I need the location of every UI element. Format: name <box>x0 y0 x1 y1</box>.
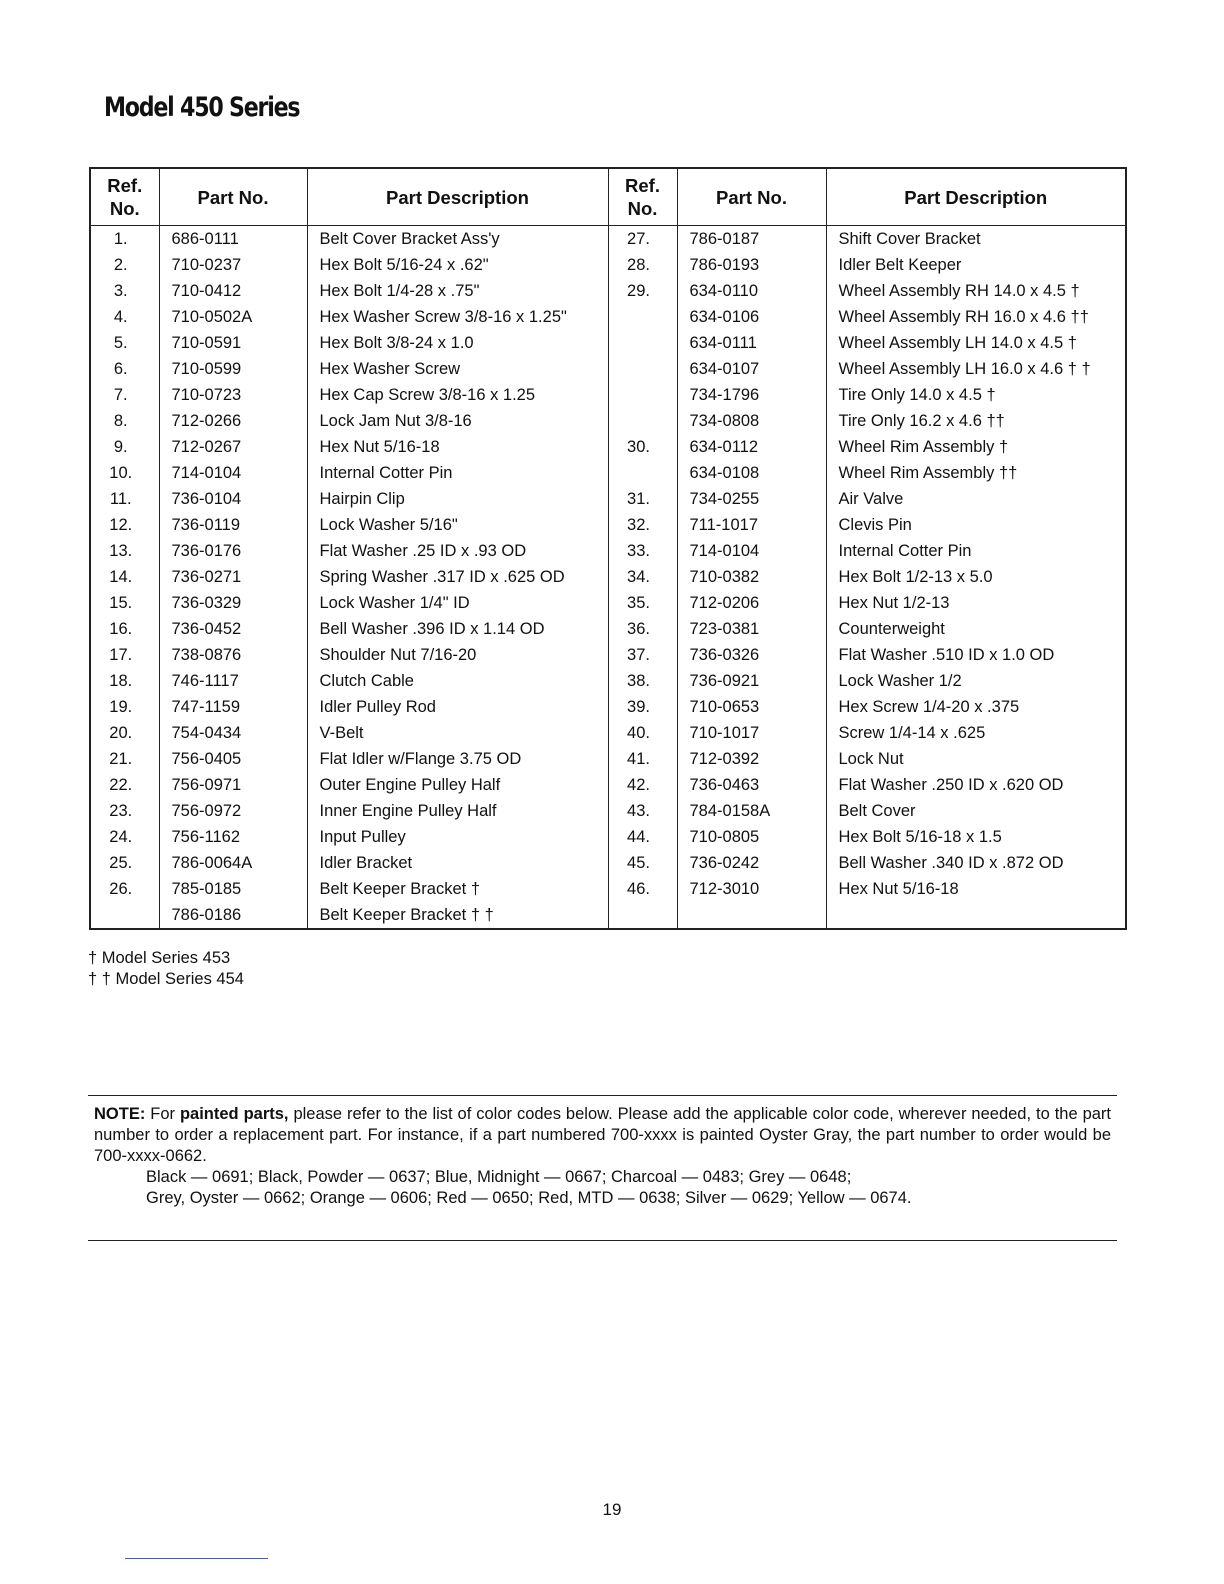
part-no-cell: 736-0329 <box>159 590 307 616</box>
part-description-cell: Hex Bolt 3/8-24 x 1.0 <box>307 330 608 356</box>
table-row <box>90 408 1126 434</box>
ref-no-cell: 27. <box>608 226 677 253</box>
part-no-cell: 736-0271 <box>159 564 307 590</box>
part-no-cell: 734-0255 <box>677 486 826 512</box>
part-no-cell: 711-1017 <box>677 512 826 538</box>
part-description-cell <box>826 902 1126 929</box>
part-no-cell: 710-0723 <box>159 382 307 408</box>
part-no-cell: 686-0111 <box>159 226 307 253</box>
part-no-cell: 756-0972 <box>159 798 307 824</box>
part-description-cell: Spring Washer .317 ID x .625 OD <box>307 564 608 590</box>
parts-table-header <box>90 168 1126 226</box>
part-description-cell: Wheel Assembly LH 14.0 x 4.5 † <box>826 330 1126 356</box>
ref-no-cell: 37. <box>608 642 677 668</box>
part-no-cell: 736-0463 <box>677 772 826 798</box>
part-description-cell: Lock Washer 1/2 <box>826 668 1126 694</box>
footnote-legend <box>88 948 244 990</box>
part-no-cell: 712-0266 <box>159 408 307 434</box>
part-description-cell: Wheel Assembly RH 14.0 x 4.5 † <box>826 278 1126 304</box>
table-row <box>90 824 1126 850</box>
part-no-cell: 710-1017 <box>677 720 826 746</box>
part-no-cell: 710-0412 <box>159 278 307 304</box>
table-row <box>90 382 1126 408</box>
ref-no-cell: 32. <box>608 512 677 538</box>
part-no-cell: 785-0185 <box>159 876 307 902</box>
ref-no-cell: 9. <box>90 434 159 460</box>
footer-rule <box>125 1558 268 1559</box>
ref-no-cell: 18. <box>90 668 159 694</box>
table-row <box>90 616 1126 642</box>
ref-no-cell: 20. <box>90 720 159 746</box>
part-no-cell: 710-0237 <box>159 252 307 278</box>
table-row <box>90 694 1126 720</box>
ref-no-cell: 15. <box>90 590 159 616</box>
part-description-cell: Belt Keeper Bracket † <box>307 876 608 902</box>
part-no-cell: 710-0502A <box>159 304 307 330</box>
part-description-cell: Hex Bolt 1/2-13 x 5.0 <box>826 564 1126 590</box>
table-row <box>90 746 1126 772</box>
part-no-cell: 736-0242 <box>677 850 826 876</box>
header-part-description-left: Part Description <box>307 168 608 226</box>
part-no-cell: 736-0104 <box>159 486 307 512</box>
part-description-cell: Flat Idler w/Flange 3.75 OD <box>307 746 608 772</box>
note-bold-phrase: painted parts, <box>179 1105 289 1123</box>
note-text-after: please refer to the list of color codes below. Please add the applicable color code, wherever needed, to the part number to order a replacement part. For instance, if a part numbered 700-xxxx is painted Oyster Gray, the part number to order would be 700-xxxx-0662. <box>94 1105 1112 1165</box>
table-row <box>90 460 1126 486</box>
ref-no-cell: 22. <box>90 772 159 798</box>
ref-no-cell: 17. <box>90 642 159 668</box>
part-no-cell: 714-0104 <box>677 538 826 564</box>
part-no-cell: 736-0176 <box>159 538 307 564</box>
part-description-cell: Idler Belt Keeper <box>826 252 1126 278</box>
table-row <box>90 226 1126 253</box>
part-description-cell: Hairpin Clip <box>307 486 608 512</box>
part-no-cell: 786-0187 <box>677 226 826 253</box>
part-description-cell: Internal Cotter Pin <box>307 460 608 486</box>
ref-no-cell: 6. <box>90 356 159 382</box>
ref-no-cell <box>90 902 159 929</box>
ref-no-cell: 23. <box>90 798 159 824</box>
ref-no-cell: 45. <box>608 850 677 876</box>
part-description-cell: Flat Washer .25 ID x .93 OD <box>307 538 608 564</box>
ref-no-cell: 21. <box>90 746 159 772</box>
table-row <box>90 720 1126 746</box>
part-description-cell: Hex Nut 5/16-18 <box>307 434 608 460</box>
part-no-cell: 634-0110 <box>677 278 826 304</box>
ref-no-cell <box>608 356 677 382</box>
table-row <box>90 512 1126 538</box>
ref-no-cell <box>608 408 677 434</box>
table-row <box>90 772 1126 798</box>
note-box <box>88 1095 1117 1241</box>
part-description-cell: Hex Bolt 1/4-28 x .75" <box>307 278 608 304</box>
part-description-cell: Shift Cover Bracket <box>826 226 1126 253</box>
part-description-cell: Tire Only 16.2 x 4.6 †† <box>826 408 1126 434</box>
color-codes-line-2: Grey, Oyster — 0662; Orange — 0606; Red — 0650; Red, MTD — 0638; Silver — 0629; Yellow — 0674. <box>146 1189 912 1207</box>
part-no-cell: 738-0876 <box>159 642 307 668</box>
table-row <box>90 876 1126 902</box>
part-no-cell: 712-3010 <box>677 876 826 902</box>
table-row <box>90 252 1126 278</box>
part-description-cell: Counterweight <box>826 616 1126 642</box>
part-description-cell: Wheel Assembly RH 16.0 x 4.6 †† <box>826 304 1126 330</box>
parts-table <box>89 167 1127 930</box>
part-no-cell: 756-0405 <box>159 746 307 772</box>
part-no-cell: 736-0119 <box>159 512 307 538</box>
part-no-cell: 736-0921 <box>677 668 826 694</box>
part-description-cell: Bell Washer .396 ID x 1.14 OD <box>307 616 608 642</box>
part-description-cell: Belt Cover <box>826 798 1126 824</box>
part-no-cell: 712-0392 <box>677 746 826 772</box>
part-description-cell: Lock Jam Nut 3/8-16 <box>307 408 608 434</box>
ref-no-cell <box>608 382 677 408</box>
part-description-cell: Clevis Pin <box>826 512 1126 538</box>
part-no-cell: 736-0452 <box>159 616 307 642</box>
ref-no-cell: 10. <box>90 460 159 486</box>
header-part-description-right: Part Description <box>826 168 1126 226</box>
table-row <box>90 356 1126 382</box>
ref-no-cell: 30. <box>608 434 677 460</box>
part-no-cell: 786-0064A <box>159 850 307 876</box>
part-description-cell: Flat Washer .250 ID x .620 OD <box>826 772 1126 798</box>
table-row <box>90 902 1126 929</box>
part-description-cell: Lock Washer 1/4" ID <box>307 590 608 616</box>
part-no-cell: 786-0186 <box>159 902 307 929</box>
part-description-cell: Screw 1/4-14 x .625 <box>826 720 1126 746</box>
ref-no-cell: 12. <box>90 512 159 538</box>
part-no-cell: 634-0106 <box>677 304 826 330</box>
ref-no-cell: 44. <box>608 824 677 850</box>
part-no-cell: 736-0326 <box>677 642 826 668</box>
part-description-cell: Bell Washer .340 ID x .872 OD <box>826 850 1126 876</box>
part-description-cell: Lock Nut <box>826 746 1126 772</box>
ref-no-cell: 14. <box>90 564 159 590</box>
note-label: NOTE: <box>94 1105 146 1123</box>
header-ref-no-right: Ref. No. <box>608 168 677 226</box>
part-no-cell: 712-0267 <box>159 434 307 460</box>
ref-no-cell: 3. <box>90 278 159 304</box>
ref-no-cell: 8. <box>90 408 159 434</box>
part-no-cell: 712-0206 <box>677 590 826 616</box>
part-description-cell: Hex Washer Screw <box>307 356 608 382</box>
part-description-cell: Hex Screw 1/4-20 x .375 <box>826 694 1126 720</box>
ref-no-cell: 16. <box>90 616 159 642</box>
header-row <box>90 168 1126 226</box>
part-description-cell: Wheel Rim Assembly †† <box>826 460 1126 486</box>
part-description-cell: Internal Cotter Pin <box>826 538 1126 564</box>
legend-item-454: † † Model Series 454 <box>88 970 244 988</box>
table-row <box>90 668 1126 694</box>
part-no-cell: 710-0653 <box>677 694 826 720</box>
part-description-cell: Hex Cap Screw 3/8-16 x 1.25 <box>307 382 608 408</box>
note-text-before: For <box>145 1105 180 1123</box>
ref-no-cell <box>608 304 677 330</box>
part-no-cell: 756-1162 <box>159 824 307 850</box>
part-description-cell: Wheel Assembly LH 16.0 x 4.6 † † <box>826 356 1126 382</box>
ref-no-cell: 33. <box>608 538 677 564</box>
ref-no-cell <box>608 460 677 486</box>
ref-no-cell: 40. <box>608 720 677 746</box>
part-no-cell: 734-1796 <box>677 382 826 408</box>
ref-no-cell: 31. <box>608 486 677 512</box>
parts-table-body <box>90 226 1126 930</box>
part-description-cell: Hex Nut 5/16-18 <box>826 876 1126 902</box>
ref-no-cell: 1. <box>90 226 159 253</box>
ref-no-cell: 38. <box>608 668 677 694</box>
ref-no-cell: 11. <box>90 486 159 512</box>
part-no-cell: 634-0111 <box>677 330 826 356</box>
part-no-cell: 634-0112 <box>677 434 826 460</box>
table-row <box>90 486 1126 512</box>
part-description-cell: Lock Washer 5/16" <box>307 512 608 538</box>
ref-no-cell: 36. <box>608 616 677 642</box>
table-row <box>90 798 1126 824</box>
ref-no-cell: 34. <box>608 564 677 590</box>
part-description-cell: Belt Keeper Bracket † † <box>307 902 608 929</box>
header-part-no-left: Part No. <box>159 168 307 226</box>
part-no-cell: 710-0599 <box>159 356 307 382</box>
part-description-cell: Input Pulley <box>307 824 608 850</box>
part-no-cell: 634-0107 <box>677 356 826 382</box>
ref-no-cell: 13. <box>90 538 159 564</box>
part-no-cell: 756-0971 <box>159 772 307 798</box>
ref-no-cell: 29. <box>608 278 677 304</box>
table-row <box>90 538 1126 564</box>
part-no-cell <box>677 902 826 929</box>
ref-no-cell: 7. <box>90 382 159 408</box>
part-no-cell: 710-0382 <box>677 564 826 590</box>
part-description-cell: Idler Pulley Rod <box>307 694 608 720</box>
ref-no-cell <box>608 330 677 356</box>
table-row <box>90 330 1126 356</box>
ref-no-cell <box>608 902 677 929</box>
part-description-cell: Hex Washer Screw 3/8-16 x 1.25" <box>307 304 608 330</box>
part-description-cell: Hex Nut 1/2-13 <box>826 590 1126 616</box>
part-no-cell: 634-0108 <box>677 460 826 486</box>
color-codes-line-1: Black — 0691; Black, Powder — 0637; Blue, Midnight — 0667; Charcoal — 0483; Grey — 0648; <box>146 1168 852 1186</box>
page-number: 19 <box>602 1500 622 1519</box>
part-no-cell: 754-0434 <box>159 720 307 746</box>
part-description-cell: Outer Engine Pulley Half <box>307 772 608 798</box>
ref-no-cell: 5. <box>90 330 159 356</box>
table-row <box>90 850 1126 876</box>
part-description-cell: Hex Bolt 5/16-18 x 1.5 <box>826 824 1126 850</box>
part-no-cell: 747-1159 <box>159 694 307 720</box>
table-row <box>90 304 1126 330</box>
ref-no-cell: 24. <box>90 824 159 850</box>
part-description-cell: Air Valve <box>826 486 1126 512</box>
part-description-cell: Tire Only 14.0 x 4.5 † <box>826 382 1126 408</box>
part-no-cell: 710-0591 <box>159 330 307 356</box>
part-no-cell: 723-0381 <box>677 616 826 642</box>
part-no-cell: 714-0104 <box>159 460 307 486</box>
header-ref-no-left: Ref. No. <box>90 168 159 226</box>
part-description-cell: Flat Washer .510 ID x 1.0 OD <box>826 642 1126 668</box>
ref-no-cell: 26. <box>90 876 159 902</box>
table-row <box>90 642 1126 668</box>
part-description-cell: Wheel Rim Assembly † <box>826 434 1126 460</box>
part-description-cell: V-Belt <box>307 720 608 746</box>
ref-no-cell: 42. <box>608 772 677 798</box>
ref-no-cell: 28. <box>608 252 677 278</box>
ref-no-cell: 43. <box>608 798 677 824</box>
part-no-cell: 710-0805 <box>677 824 826 850</box>
part-description-cell: Belt Cover Bracket Ass'y <box>307 226 608 253</box>
ref-no-cell: 46. <box>608 876 677 902</box>
ref-no-cell: 4. <box>90 304 159 330</box>
part-description-cell: Clutch Cable <box>307 668 608 694</box>
ref-no-cell: 35. <box>608 590 677 616</box>
note-paragraph <box>94 1104 1111 1167</box>
part-description-cell: Idler Bracket <box>307 850 608 876</box>
ref-no-cell: 41. <box>608 746 677 772</box>
part-description-cell: Hex Bolt 5/16-24 x .62" <box>307 252 608 278</box>
ref-no-cell: 25. <box>90 850 159 876</box>
part-no-cell: 746-1117 <box>159 668 307 694</box>
table-row <box>90 278 1126 304</box>
page-title: Model 450 Series <box>104 92 300 123</box>
ref-no-cell: 2. <box>90 252 159 278</box>
table-row <box>90 590 1126 616</box>
legend-item-453: † Model Series 453 <box>88 949 231 967</box>
header-part-no-right: Part No. <box>677 168 826 226</box>
table-row <box>90 434 1126 460</box>
part-no-cell: 786-0193 <box>677 252 826 278</box>
part-no-cell: 784-0158A <box>677 798 826 824</box>
ref-no-cell: 39. <box>608 694 677 720</box>
part-no-cell: 734-0808 <box>677 408 826 434</box>
ref-no-cell: 19. <box>90 694 159 720</box>
part-description-cell: Shoulder Nut 7/16-20 <box>307 642 608 668</box>
table-row <box>90 564 1126 590</box>
part-description-cell: Inner Engine Pulley Half <box>307 798 608 824</box>
